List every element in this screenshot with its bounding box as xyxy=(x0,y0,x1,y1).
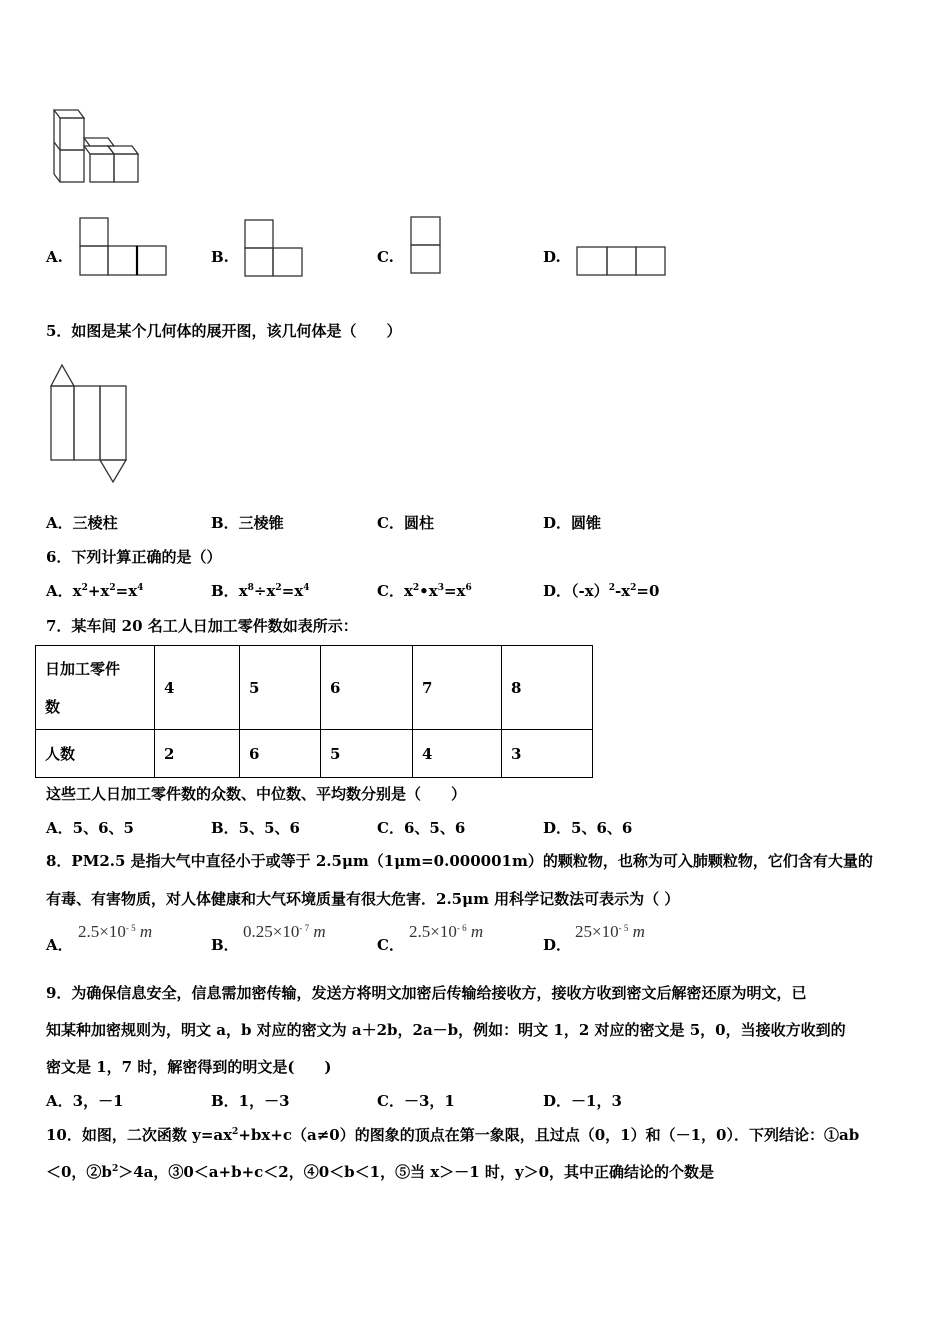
q4-option-d-label[interactable]: D. xyxy=(543,248,561,266)
q7-option-d[interactable]: D．5、6、6 xyxy=(543,819,633,837)
q7-option-c[interactable]: C．6、5、6 xyxy=(377,819,466,837)
q4-option-c-label[interactable]: C. xyxy=(377,248,394,266)
q8-option-a-expr[interactable]: $2.5\times 10^{- 5}$ m xyxy=(78,922,153,941)
q4-solid-figure xyxy=(50,108,145,186)
q6-option-c[interactable]: C．$x^2•x^3=x^6$ xyxy=(377,582,472,600)
q9-option-a[interactable]: A．3，－1 xyxy=(46,1092,124,1110)
q4-option-b-view[interactable] xyxy=(244,218,306,280)
q5-prism-net xyxy=(48,362,130,486)
q5-option-b[interactable]: B．三棱锥 xyxy=(211,514,284,532)
q5-option-c[interactable]: C．圆柱 xyxy=(377,514,434,532)
q8-option-c-label[interactable]: C． xyxy=(377,936,404,954)
q8-option-d-label[interactable]: D． xyxy=(543,936,572,954)
q7-stem: 7．某车间 20 名工人日加工零件数如表所示： xyxy=(46,617,358,635)
q8-stem-line1: 8．PM2.5 是指大气中直径小于或等于 2.5μm（1μm=0.000001m）的颗粒物，也称为可入肺颗粒物，它们含有大量的 xyxy=(46,852,873,870)
table-header-cell: 日加工零件 数 xyxy=(36,646,155,730)
q9-option-b[interactable]: B．1，－3 xyxy=(211,1092,290,1110)
q9-option-c[interactable]: C．－3，1 xyxy=(377,1092,455,1110)
q4-option-d-view[interactable] xyxy=(576,246,670,278)
q10-stem-line1: 10．如图，二次函数 $y=ax^2+bx+c(a\ne 0)$的图象的顶点在第一象限，且过点（0，1）和（－1，0）．下列结论：①ab xyxy=(46,1126,860,1144)
q4-option-a-label[interactable]: A. xyxy=(46,248,63,266)
q6-option-a[interactable]: A．$x^2+x^2=x^4$ xyxy=(46,582,144,600)
q7-option-a[interactable]: A．5、6、5 xyxy=(46,819,134,837)
q8-option-c-expr[interactable]: $2.5\times 10^{- 6}$ m xyxy=(409,922,484,941)
table-cell: 5 xyxy=(321,730,413,778)
q5-stem: 5．如图是某个几何体的展开图，该几何体是（ ） xyxy=(46,322,402,340)
q4-option-a-view[interactable] xyxy=(79,216,169,278)
q10-stem-line2: ＜0，$②b^2>4a$，③0＜a+b+c＜2，④0＜b＜1，⑤当 x＞－1 时，y＞0，其中正确结论的个数是 xyxy=(46,1163,715,1181)
q8-option-b-expr[interactable]: $0.25\times 10^{- 7}$ m xyxy=(243,922,326,941)
table-header-cell: 人数 xyxy=(36,730,155,778)
table-cell: 2 xyxy=(155,730,240,778)
table-cell: 4 xyxy=(155,646,240,730)
table-cell: 6 xyxy=(321,646,413,730)
table-cell: 3 xyxy=(502,730,593,778)
q4-option-b-label[interactable]: B. xyxy=(211,248,229,266)
q5-option-d[interactable]: D．圆锥 xyxy=(543,514,602,532)
q7-frequency-table xyxy=(35,645,593,778)
q5-option-a[interactable]: A．三棱柱 xyxy=(46,514,118,532)
q9-option-d[interactable]: D．－1，3 xyxy=(543,1092,622,1110)
q8-option-d-expr[interactable]: $25\times 10^{- 5}$ m xyxy=(575,922,645,941)
q8-option-a-label[interactable]: A． xyxy=(46,936,73,954)
table-cell: 6 xyxy=(240,730,321,778)
q7-question: 这些工人日加工零件数的众数、中位数、平均数分别是（ ） xyxy=(46,785,467,803)
q8-stem-line2: 有毒、有害物质，对人体健康和大气环境质量有很大危害．2.5μm 用科学记数法可表示为（ ） xyxy=(46,890,680,908)
table-cell: 4 xyxy=(413,730,502,778)
q9-stem-line3: 密文是 1，7 时，解密得到的明文是( ) xyxy=(46,1058,332,1076)
q6-option-d[interactable]: D．$(-x)^2-x^2=0$ xyxy=(543,582,660,600)
table-cell: 5 xyxy=(240,646,321,730)
q6-stem: 6．下列计算正确的是（） xyxy=(46,548,222,566)
table-cell: 8 xyxy=(502,646,593,730)
q8-option-b-label[interactable]: B． xyxy=(211,936,239,954)
q4-option-c-view[interactable] xyxy=(410,215,444,277)
table-cell: 7 xyxy=(413,646,502,730)
q9-stem-line1: 9．为确保信息安全，信息需加密传输，发送方将明文加密后传输给接收方，接收方收到密文后解密还原为明文，已 xyxy=(46,984,807,1002)
table-row xyxy=(36,730,593,778)
q7-option-b[interactable]: B．5、5、6 xyxy=(211,819,300,837)
table-row xyxy=(36,646,593,730)
q6-option-b[interactable]: B．$x^8\div x^2=x^4$ xyxy=(211,582,310,600)
q9-stem-line2: 知某种加密规则为，明文 a，b 对应的密文为 a＋2b，2a－b，例如：明文 1，2 对应的密文是 5，0，当接收方收到的 xyxy=(46,1021,846,1039)
